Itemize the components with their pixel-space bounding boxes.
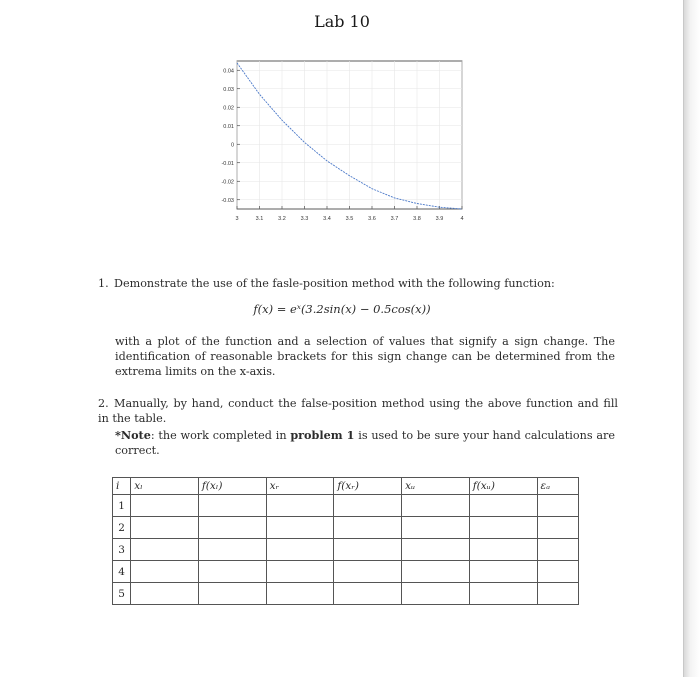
table-cell[interactable] — [334, 583, 402, 605]
table-cell[interactable] — [131, 583, 199, 605]
table-cell[interactable] — [537, 561, 579, 583]
x-tick-label: 3 — [235, 216, 239, 222]
table-cell[interactable] — [537, 583, 579, 605]
problem-2-text: Manually, by hand, conduct the false-position method using the above function and fill in the table. — [98, 397, 618, 425]
x-tick-label: 3.5 — [345, 216, 354, 222]
table-cell[interactable] — [198, 495, 266, 517]
y-tick-label: 0 — [230, 142, 234, 149]
x-tick-label: 3.1 — [255, 216, 264, 222]
table-header-row — [113, 478, 579, 495]
table-cell[interactable] — [198, 561, 266, 583]
table-row — [113, 517, 579, 539]
x-tick-label: 3.4 — [323, 216, 331, 222]
header-ea: εₐ — [537, 478, 579, 495]
table-cell[interactable] — [266, 583, 334, 605]
header-fxl: f(xₗ) — [198, 478, 266, 495]
page-title: Lab 10 — [314, 12, 370, 31]
function-formula: f(x) = eˣ(3.2sin(x) − 0.5cos(x)) — [253, 302, 431, 316]
table-cell[interactable] — [334, 561, 402, 583]
note-text-b: is used to be sure your hand calculations are correct. — [115, 429, 615, 457]
table-cell[interactable] — [469, 561, 537, 583]
table-cell[interactable] — [402, 495, 470, 517]
table-cell[interactable] — [469, 495, 537, 517]
table-cell[interactable] — [334, 495, 402, 517]
table-row — [113, 583, 579, 605]
function-plot — [200, 58, 480, 226]
table-row — [113, 561, 579, 583]
header-xu: xᵤ — [402, 478, 470, 495]
table-cell[interactable] — [198, 517, 266, 539]
row-index: 3 — [113, 539, 131, 561]
table-cell[interactable] — [266, 517, 334, 539]
problem-1-text: Demonstrate the use of the fasle-position method with the following function: — [114, 277, 555, 290]
table-cell[interactable] — [198, 583, 266, 605]
table-cell[interactable] — [131, 561, 199, 583]
note-text-a: : the work completed in — [150, 429, 291, 442]
x-tick-label: 3.6 — [368, 216, 376, 222]
x-tick-label: 3.7 — [390, 216, 399, 222]
table-cell[interactable] — [266, 495, 334, 517]
page-edge-shadow — [684, 0, 700, 677]
problem-1-number: 1. — [98, 277, 109, 290]
x-tick-label: 3.2 — [278, 216, 286, 222]
problem-2-number: 2. — [98, 397, 109, 410]
false-position-table — [112, 477, 579, 605]
y-tick-label: -0.02 — [221, 179, 234, 186]
problem-2-statement — [98, 396, 618, 426]
x-tick-label: 3.9 — [435, 216, 444, 222]
x-tick-label: 4 — [460, 216, 464, 222]
y-tick-label: 0.03 — [223, 86, 234, 93]
table-row — [113, 539, 579, 561]
row-index: 5 — [113, 583, 131, 605]
header-fxu: f(xᵤ) — [469, 478, 537, 495]
x-tick-label: 3.8 — [413, 216, 421, 222]
row-index: 4 — [113, 561, 131, 583]
table-cell[interactable] — [131, 517, 199, 539]
x-tick-label: 3.3 — [300, 216, 309, 222]
table-row — [113, 495, 579, 517]
row-index: 1 — [113, 495, 131, 517]
table-cell[interactable] — [402, 539, 470, 561]
table-cell[interactable] — [469, 539, 537, 561]
table-cell[interactable] — [537, 539, 579, 561]
header-i: i — [113, 478, 131, 495]
table-cell[interactable] — [537, 517, 579, 539]
y-tick-label: -0.01 — [221, 160, 234, 167]
table-cell[interactable] — [469, 517, 537, 539]
header-fxr: f(xᵣ) — [334, 478, 402, 495]
y-tick-label: 0.04 — [223, 68, 234, 75]
page-edge-line — [683, 0, 684, 677]
table-cell[interactable] — [198, 539, 266, 561]
table-cell[interactable] — [334, 517, 402, 539]
table-cell[interactable] — [537, 495, 579, 517]
y-tick-label: -0.03 — [221, 197, 234, 204]
table-cell[interactable] — [131, 495, 199, 517]
table-cell[interactable] — [131, 539, 199, 561]
row-index: 2 — [113, 517, 131, 539]
y-tick-label: 0.02 — [223, 105, 234, 112]
table-cell[interactable] — [469, 583, 537, 605]
note-label: *Note — [115, 428, 151, 442]
problem-1-statement — [98, 276, 618, 291]
table-cell[interactable] — [402, 517, 470, 539]
table-cell[interactable] — [266, 539, 334, 561]
table-cell[interactable] — [402, 561, 470, 583]
table-cell[interactable] — [334, 539, 402, 561]
note-problem-ref: problem 1 — [290, 428, 355, 442]
y-tick-label: 0.01 — [223, 123, 234, 130]
header-xr: xᵣ — [266, 478, 334, 495]
problem-2-note — [115, 428, 615, 458]
table-cell[interactable] — [402, 583, 470, 605]
problem-1-body: with a plot of the function and a selection of values that signify a sign change. The identification of reasonable brackets for this sign change can be determined from the extrema limits on the x-axis. — [115, 335, 615, 378]
header-xl: xₗ — [131, 478, 199, 495]
table-cell[interactable] — [266, 561, 334, 583]
